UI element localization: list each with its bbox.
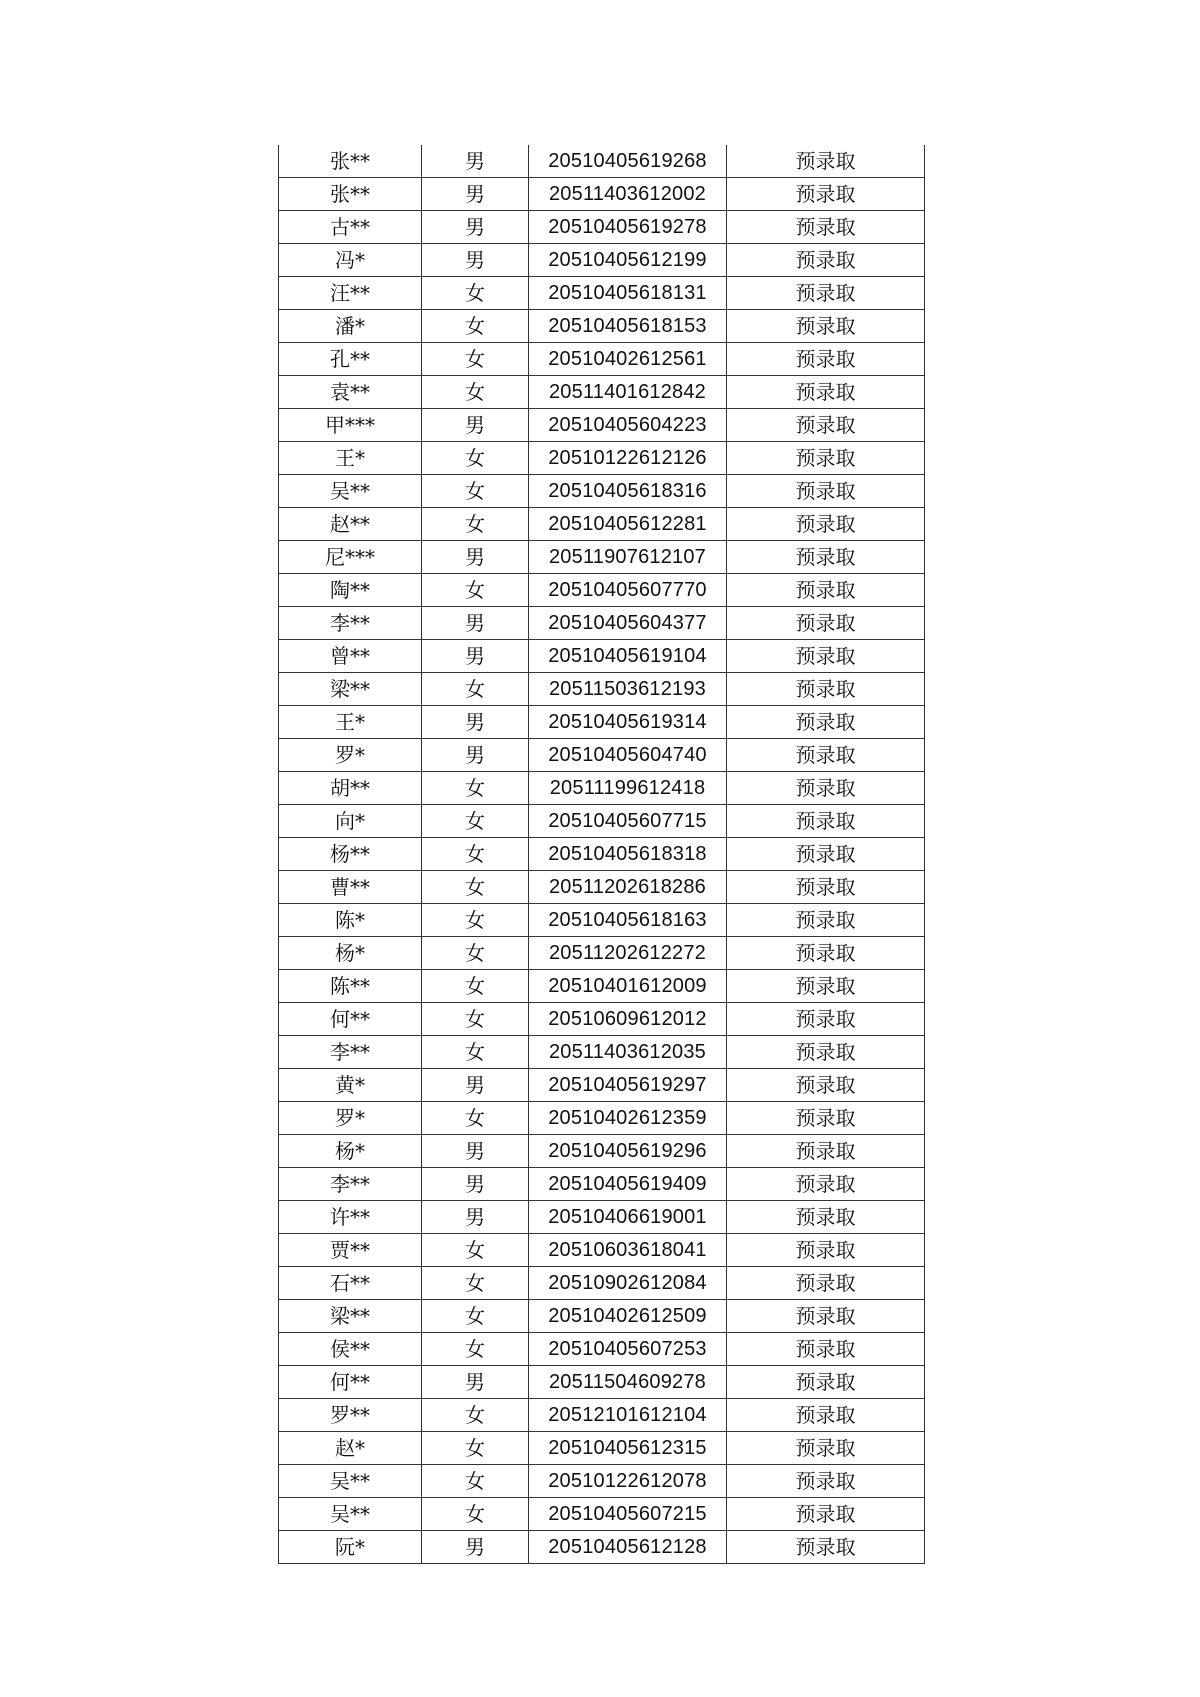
cell-name: 张** bbox=[279, 145, 422, 178]
cell-candidate-number: 20510405604223 bbox=[529, 409, 727, 442]
table-row bbox=[279, 178, 925, 211]
cell-admission-status: 预录取 bbox=[727, 277, 925, 310]
cell-name: 李** bbox=[279, 1168, 422, 1201]
cell-candidate-number: 20510405604740 bbox=[529, 739, 727, 772]
cell-gender: 男 bbox=[422, 244, 529, 277]
cell-candidate-number: 20510405618163 bbox=[529, 904, 727, 937]
cell-name: 赵** bbox=[279, 508, 422, 541]
cell-admission-status: 预录取 bbox=[727, 805, 925, 838]
cell-admission-status: 预录取 bbox=[727, 508, 925, 541]
table-row bbox=[279, 1102, 925, 1135]
table-row bbox=[279, 1036, 925, 1069]
cell-admission-status: 预录取 bbox=[727, 475, 925, 508]
cell-gender: 男 bbox=[422, 640, 529, 673]
cell-name: 杨** bbox=[279, 838, 422, 871]
table-row bbox=[279, 640, 925, 673]
table-row bbox=[279, 904, 925, 937]
cell-gender: 男 bbox=[422, 706, 529, 739]
cell-name: 石** bbox=[279, 1267, 422, 1300]
cell-gender: 男 bbox=[422, 541, 529, 574]
cell-admission-status: 预录取 bbox=[727, 1531, 925, 1564]
cell-admission-status: 预录取 bbox=[727, 871, 925, 904]
cell-gender: 女 bbox=[422, 838, 529, 871]
cell-name: 吴** bbox=[279, 1498, 422, 1531]
cell-candidate-number: 20511403612002 bbox=[529, 178, 727, 211]
cell-candidate-number: 20510405612315 bbox=[529, 1432, 727, 1465]
cell-name: 赵* bbox=[279, 1432, 422, 1465]
cell-admission-status: 预录取 bbox=[727, 310, 925, 343]
cell-gender: 男 bbox=[422, 607, 529, 640]
table-row bbox=[279, 1366, 925, 1399]
table-row bbox=[279, 211, 925, 244]
cell-gender: 女 bbox=[422, 1102, 529, 1135]
cell-candidate-number: 20510402612359 bbox=[529, 1102, 727, 1135]
cell-name: 杨* bbox=[279, 1135, 422, 1168]
cell-gender: 女 bbox=[422, 1036, 529, 1069]
cell-candidate-number: 20510405612128 bbox=[529, 1531, 727, 1564]
cell-candidate-number: 20510609612012 bbox=[529, 1003, 727, 1036]
cell-gender: 女 bbox=[422, 871, 529, 904]
table-row bbox=[279, 244, 925, 277]
cell-name: 吴** bbox=[279, 475, 422, 508]
cell-name: 孔** bbox=[279, 343, 422, 376]
cell-candidate-number: 20510405619104 bbox=[529, 640, 727, 673]
cell-gender: 女 bbox=[422, 1267, 529, 1300]
cell-candidate-number: 20510405619268 bbox=[529, 145, 727, 178]
cell-admission-status: 预录取 bbox=[727, 1003, 925, 1036]
cell-gender: 女 bbox=[422, 1432, 529, 1465]
cell-name: 罗* bbox=[279, 1102, 422, 1135]
cell-admission-status: 预录取 bbox=[727, 1201, 925, 1234]
cell-admission-status: 预录取 bbox=[727, 1234, 925, 1267]
cell-candidate-number: 20510405607253 bbox=[529, 1333, 727, 1366]
cell-candidate-number: 20510405607770 bbox=[529, 574, 727, 607]
cell-admission-status: 预录取 bbox=[727, 1432, 925, 1465]
admission-list-table bbox=[278, 145, 925, 1564]
cell-candidate-number: 20510122612126 bbox=[529, 442, 727, 475]
cell-name: 陈* bbox=[279, 904, 422, 937]
cell-name: 吴** bbox=[279, 1465, 422, 1498]
cell-gender: 男 bbox=[422, 1069, 529, 1102]
cell-gender: 女 bbox=[422, 904, 529, 937]
cell-name: 李** bbox=[279, 607, 422, 640]
table-row bbox=[279, 1465, 925, 1498]
table-row bbox=[279, 1168, 925, 1201]
cell-name: 许** bbox=[279, 1201, 422, 1234]
cell-candidate-number: 20510902612084 bbox=[529, 1267, 727, 1300]
cell-candidate-number: 20510401612009 bbox=[529, 970, 727, 1003]
cell-name: 罗** bbox=[279, 1399, 422, 1432]
table-row bbox=[279, 838, 925, 871]
cell-admission-status: 预录取 bbox=[727, 244, 925, 277]
cell-admission-status: 预录取 bbox=[727, 1498, 925, 1531]
table-row bbox=[279, 1069, 925, 1102]
cell-gender: 女 bbox=[422, 1300, 529, 1333]
cell-gender: 女 bbox=[422, 937, 529, 970]
cell-gender: 女 bbox=[422, 1465, 529, 1498]
table-row bbox=[279, 805, 925, 838]
table-row bbox=[279, 409, 925, 442]
cell-gender: 男 bbox=[422, 1168, 529, 1201]
cell-gender: 男 bbox=[422, 211, 529, 244]
cell-admission-status: 预录取 bbox=[727, 574, 925, 607]
cell-admission-status: 预录取 bbox=[727, 640, 925, 673]
cell-gender: 女 bbox=[422, 574, 529, 607]
cell-candidate-number: 20510405619297 bbox=[529, 1069, 727, 1102]
table-row bbox=[279, 970, 925, 1003]
cell-admission-status: 预录取 bbox=[727, 1465, 925, 1498]
table-row bbox=[279, 1399, 925, 1432]
table-row bbox=[279, 772, 925, 805]
table-body bbox=[279, 145, 925, 1564]
cell-gender: 女 bbox=[422, 343, 529, 376]
cell-candidate-number: 20511401612842 bbox=[529, 376, 727, 409]
table-row bbox=[279, 343, 925, 376]
cell-gender: 女 bbox=[422, 1234, 529, 1267]
cell-candidate-number: 20510405619296 bbox=[529, 1135, 727, 1168]
cell-admission-status: 预录取 bbox=[727, 607, 925, 640]
cell-candidate-number: 20510406619001 bbox=[529, 1201, 727, 1234]
table-row bbox=[279, 706, 925, 739]
cell-candidate-number: 20510402612561 bbox=[529, 343, 727, 376]
cell-candidate-number: 20510402612509 bbox=[529, 1300, 727, 1333]
table-row bbox=[279, 442, 925, 475]
cell-candidate-number: 20510603618041 bbox=[529, 1234, 727, 1267]
table-row bbox=[279, 1333, 925, 1366]
cell-name: 杨* bbox=[279, 937, 422, 970]
table-row bbox=[279, 310, 925, 343]
table-row bbox=[279, 475, 925, 508]
table-row bbox=[279, 739, 925, 772]
cell-admission-status: 预录取 bbox=[727, 145, 925, 178]
table-row bbox=[279, 541, 925, 574]
table-row bbox=[279, 574, 925, 607]
cell-admission-status: 预录取 bbox=[727, 838, 925, 871]
cell-gender: 女 bbox=[422, 772, 529, 805]
cell-admission-status: 预录取 bbox=[727, 1267, 925, 1300]
cell-gender: 女 bbox=[422, 442, 529, 475]
cell-candidate-number: 20510122612078 bbox=[529, 1465, 727, 1498]
cell-gender: 男 bbox=[422, 1201, 529, 1234]
cell-candidate-number: 20510405604377 bbox=[529, 607, 727, 640]
cell-admission-status: 预录取 bbox=[727, 706, 925, 739]
cell-admission-status: 预录取 bbox=[727, 541, 925, 574]
cell-admission-status: 预录取 bbox=[727, 904, 925, 937]
cell-admission-status: 预录取 bbox=[727, 772, 925, 805]
cell-admission-status: 预录取 bbox=[727, 1399, 925, 1432]
table-row bbox=[279, 1003, 925, 1036]
cell-gender: 女 bbox=[422, 1333, 529, 1366]
cell-name: 陈** bbox=[279, 970, 422, 1003]
cell-candidate-number: 20511504609278 bbox=[529, 1366, 727, 1399]
cell-admission-status: 预录取 bbox=[727, 178, 925, 211]
cell-name: 贾** bbox=[279, 1234, 422, 1267]
table-row bbox=[279, 277, 925, 310]
table-row bbox=[279, 1498, 925, 1531]
cell-admission-status: 预录取 bbox=[727, 1135, 925, 1168]
cell-admission-status: 预录取 bbox=[727, 1036, 925, 1069]
cell-admission-status: 预录取 bbox=[727, 1333, 925, 1366]
table-row bbox=[279, 145, 925, 178]
cell-name: 曹** bbox=[279, 871, 422, 904]
cell-admission-status: 预录取 bbox=[727, 937, 925, 970]
table-row bbox=[279, 607, 925, 640]
cell-candidate-number: 20510405612199 bbox=[529, 244, 727, 277]
cell-candidate-number: 20510405618153 bbox=[529, 310, 727, 343]
cell-admission-status: 预录取 bbox=[727, 1300, 925, 1333]
cell-admission-status: 预录取 bbox=[727, 211, 925, 244]
cell-name: 阮* bbox=[279, 1531, 422, 1564]
table-row bbox=[279, 871, 925, 904]
cell-name: 黄* bbox=[279, 1069, 422, 1102]
cell-candidate-number: 20510405618131 bbox=[529, 277, 727, 310]
table-row bbox=[279, 1234, 925, 1267]
cell-name: 潘* bbox=[279, 310, 422, 343]
table-row bbox=[279, 1531, 925, 1564]
cell-name: 陶** bbox=[279, 574, 422, 607]
table-row bbox=[279, 673, 925, 706]
cell-name: 何** bbox=[279, 1366, 422, 1399]
cell-candidate-number: 20511907612107 bbox=[529, 541, 727, 574]
cell-gender: 女 bbox=[422, 1399, 529, 1432]
cell-candidate-number: 20511403612035 bbox=[529, 1036, 727, 1069]
cell-candidate-number: 20510405607215 bbox=[529, 1498, 727, 1531]
cell-gender: 男 bbox=[422, 1531, 529, 1564]
table-row bbox=[279, 1432, 925, 1465]
table-row bbox=[279, 937, 925, 970]
cell-name: 甲*** bbox=[279, 409, 422, 442]
cell-gender: 男 bbox=[422, 145, 529, 178]
table-row bbox=[279, 1201, 925, 1234]
cell-candidate-number: 20512101612104 bbox=[529, 1399, 727, 1432]
cell-gender: 女 bbox=[422, 1498, 529, 1531]
cell-admission-status: 预录取 bbox=[727, 1069, 925, 1102]
cell-name: 王* bbox=[279, 706, 422, 739]
cell-candidate-number: 20510405619409 bbox=[529, 1168, 727, 1201]
cell-candidate-number: 20511202618286 bbox=[529, 871, 727, 904]
cell-gender: 男 bbox=[422, 1366, 529, 1399]
cell-gender: 女 bbox=[422, 475, 529, 508]
cell-admission-status: 预录取 bbox=[727, 673, 925, 706]
cell-gender: 男 bbox=[422, 409, 529, 442]
cell-gender: 女 bbox=[422, 805, 529, 838]
cell-admission-status: 预录取 bbox=[727, 409, 925, 442]
cell-admission-status: 预录取 bbox=[727, 1168, 925, 1201]
cell-candidate-number: 20510405618318 bbox=[529, 838, 727, 871]
cell-name: 向* bbox=[279, 805, 422, 838]
cell-gender: 男 bbox=[422, 1135, 529, 1168]
cell-name: 何** bbox=[279, 1003, 422, 1036]
cell-gender: 女 bbox=[422, 376, 529, 409]
cell-gender: 女 bbox=[422, 1003, 529, 1036]
cell-admission-status: 预录取 bbox=[727, 1102, 925, 1135]
cell-name: 张** bbox=[279, 178, 422, 211]
cell-admission-status: 预录取 bbox=[727, 442, 925, 475]
cell-name: 尼*** bbox=[279, 541, 422, 574]
cell-candidate-number: 20511503612193 bbox=[529, 673, 727, 706]
cell-name: 罗* bbox=[279, 739, 422, 772]
table-row bbox=[279, 508, 925, 541]
cell-name: 袁** bbox=[279, 376, 422, 409]
cell-admission-status: 预录取 bbox=[727, 376, 925, 409]
cell-gender: 女 bbox=[422, 673, 529, 706]
cell-gender: 女 bbox=[422, 508, 529, 541]
cell-gender: 女 bbox=[422, 277, 529, 310]
cell-name: 汪** bbox=[279, 277, 422, 310]
admission-table-wrapper bbox=[278, 145, 924, 1564]
cell-admission-status: 预录取 bbox=[727, 343, 925, 376]
cell-candidate-number: 20510405618316 bbox=[529, 475, 727, 508]
cell-admission-status: 预录取 bbox=[727, 739, 925, 772]
cell-name: 曾** bbox=[279, 640, 422, 673]
cell-name: 侯** bbox=[279, 1333, 422, 1366]
cell-candidate-number: 20510405607715 bbox=[529, 805, 727, 838]
cell-gender: 男 bbox=[422, 178, 529, 211]
cell-name: 古** bbox=[279, 211, 422, 244]
cell-name: 冯* bbox=[279, 244, 422, 277]
cell-candidate-number: 20510405619314 bbox=[529, 706, 727, 739]
cell-name: 梁** bbox=[279, 1300, 422, 1333]
cell-name: 胡** bbox=[279, 772, 422, 805]
cell-gender: 女 bbox=[422, 310, 529, 343]
cell-candidate-number: 20511202612272 bbox=[529, 937, 727, 970]
cell-candidate-number: 20510405612281 bbox=[529, 508, 727, 541]
table-row bbox=[279, 1135, 925, 1168]
cell-name: 王* bbox=[279, 442, 422, 475]
cell-admission-status: 预录取 bbox=[727, 1366, 925, 1399]
cell-gender: 女 bbox=[422, 970, 529, 1003]
table-row bbox=[279, 1300, 925, 1333]
cell-candidate-number: 20510405619278 bbox=[529, 211, 727, 244]
cell-admission-status: 预录取 bbox=[727, 970, 925, 1003]
table-row bbox=[279, 1267, 925, 1300]
cell-name: 李** bbox=[279, 1036, 422, 1069]
cell-candidate-number: 20511199612418 bbox=[529, 772, 727, 805]
table-row bbox=[279, 376, 925, 409]
cell-gender: 男 bbox=[422, 739, 529, 772]
cell-name: 梁** bbox=[279, 673, 422, 706]
